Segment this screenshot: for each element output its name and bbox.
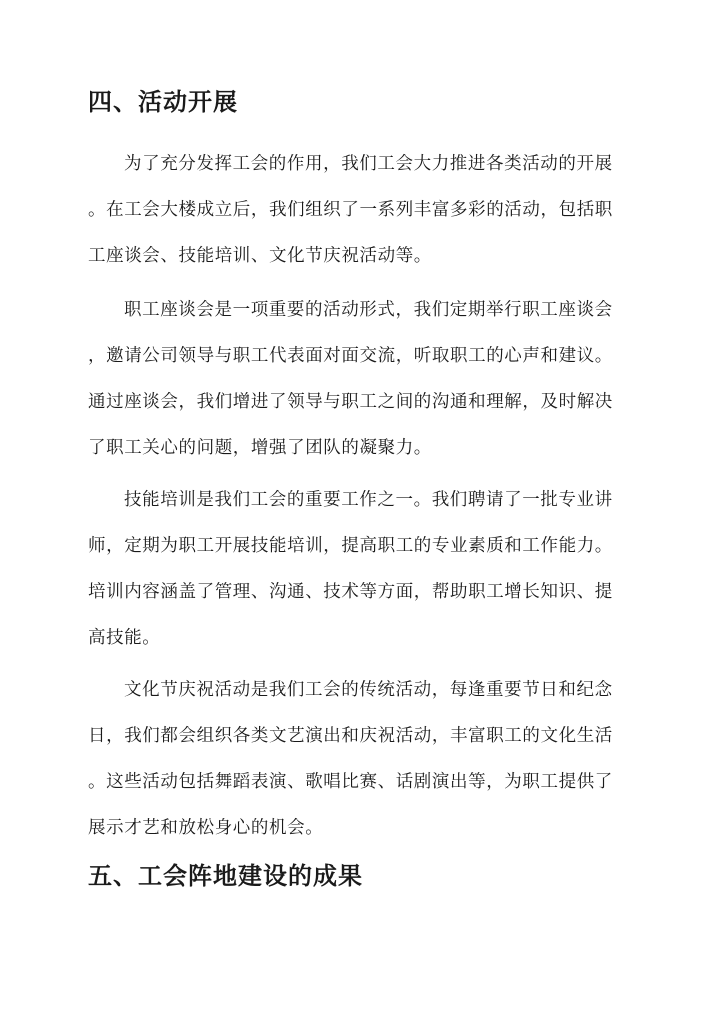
section-heading-achievements: 五、工会阵地建设的成果 [88, 861, 363, 890]
paragraph-activities-intro [88, 141, 648, 279]
paragraph-line: ，邀请公司领导与职工代表面对面交流，听取职工的心声和建议。 [88, 346, 613, 366]
paragraph-culture-festival [88, 667, 648, 851]
paragraph-line: 。在工会大楼成立后，我们组织了一系列丰富多彩的活动，包括职 [88, 200, 613, 220]
paragraph-staff-forum [88, 287, 648, 471]
paragraph-line: 工座谈会、技能培训、文化节庆祝活动等。 [88, 246, 432, 266]
paragraph-line: 培训内容涵盖了管理、沟通、技术等方面，帮助职工增长知识、提 [88, 582, 613, 602]
paragraph-line: 通过座谈会，我们增进了领导与职工之间的沟通和理解，及时解决 [88, 392, 613, 412]
paragraph-line: 了职工关心的问题，增强了团队的凝聚力。 [88, 438, 432, 458]
paragraph-line: 。这些活动包括舞蹈表演、歌唱比赛、话剧演出等，为职工提供了 [88, 772, 613, 792]
paragraph-line: 高技能。 [88, 628, 161, 648]
paragraph-skills-training [88, 477, 648, 661]
paragraph-line: 展示才艺和放松身心的机会。 [88, 818, 324, 838]
paragraph-line: 为了充分发挥工会的作用，我们工会大力推进各类活动的开展 [124, 154, 613, 174]
paragraph-line: 职工座谈会是一项重要的活动形式，我们定期举行职工座谈会 [124, 300, 613, 320]
paragraph-line: 师，定期为职工开展技能培训，提高职工的专业素质和工作能力。 [88, 536, 613, 556]
section-heading-activities: 四、活动开展 [88, 87, 238, 116]
paragraph-line: 技能培训是我们工会的重要工作之一。我们聘请了一批专业讲 [124, 490, 613, 510]
paragraph-line: 文化节庆祝活动是我们工会的传统活动，每逢重要节日和纪念 [124, 680, 613, 700]
paragraph-line: 日，我们都会组织各类文艺演出和庆祝活动，丰富职工的文化生活 [88, 726, 613, 746]
